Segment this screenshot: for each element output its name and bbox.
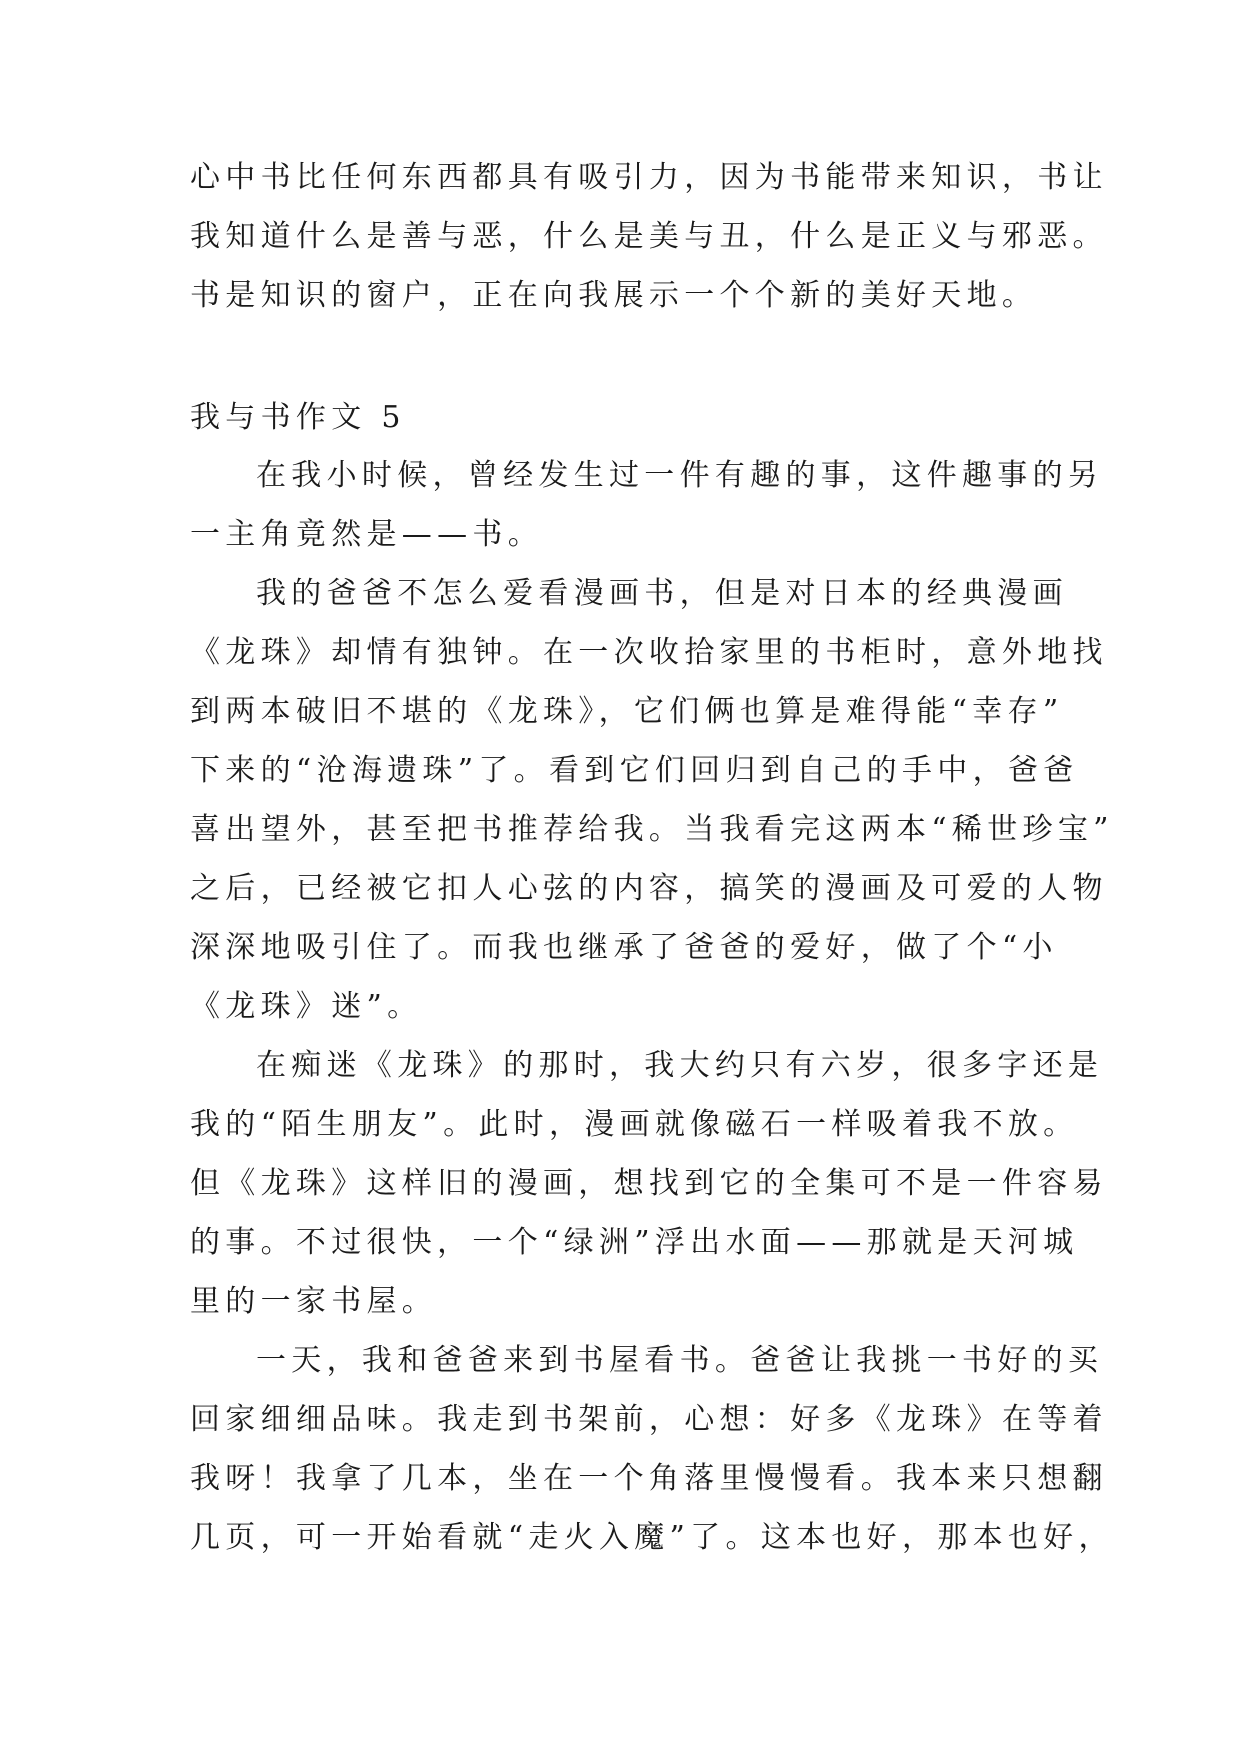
- paragraph-line: 在我小时候，曾经发生过一件有趣的事，这件趣事的另: [256, 458, 1104, 493]
- paragraph-line: 喜出望外，甚至把书推荐给我。当我看完这两本“稀世珍宝”: [190, 812, 1114, 847]
- paragraph-line: 但《龙珠》这样旧的漫画，想找到它的全集可不是一件容易: [190, 1166, 1108, 1201]
- paragraph-line: 到两本破旧不堪的《龙珠》，它们俩也算是难得能“幸存”: [190, 694, 1064, 729]
- essay-body: [190, 446, 1114, 1567]
- intro-paragraph: [190, 148, 1108, 325]
- paragraph-line: 里的一家书屋。: [190, 1284, 438, 1319]
- paragraph-line: 回家细细品味。我走到书架前，心想：好多《龙珠》在等着: [190, 1402, 1108, 1437]
- paragraph-line: 在痴迷《龙珠》的那时，我大约只有六岁，很多字还是: [256, 1048, 1104, 1083]
- paragraph-line: 深深地吸引住了。而我也继承了爸爸的爱好，做了个“小: [190, 930, 1058, 965]
- paragraph-line: 《龙珠》迷”。: [190, 989, 423, 1024]
- essay-title: 我与书作文 5: [190, 400, 406, 435]
- paragraph-line: 下来的“沧海遗珠”了。看到它们回归到自己的手中，爸爸: [190, 753, 1079, 788]
- paragraph-line: 我的“陌生朋友”。此时，漫画就像磁石一样吸着我不放。: [190, 1107, 1079, 1142]
- paragraph-line: 《龙珠》却情有独钟。在一次收拾家里的书柜时，意外地找: [190, 635, 1108, 670]
- paragraph-line: 一主角竟然是——书。: [190, 517, 543, 552]
- intro-line: 心中书比任何东西都具有吸引力，因为书能带来知识，书让: [190, 160, 1108, 195]
- paragraph-line: 之后，已经被它扣人心弦的内容，搞笑的漫画及可爱的人物: [190, 871, 1108, 906]
- paragraph-line: 几页，可一开始看就“走火入魔”了。这本也好，那本也好，: [190, 1520, 1114, 1555]
- intro-line: 我知道什么是善与恶，什么是美与丑，什么是正义与邪恶。: [190, 219, 1108, 254]
- intro-line: 书是知识的窗户，正在向我展示一个个新的美好天地。: [190, 278, 1038, 313]
- paragraph-line: 一天，我和爸爸来到书屋看书。爸爸让我挑一书好的买: [256, 1343, 1104, 1378]
- paragraph-line: 的事。不过很快，一个“绿洲”浮出水面——那就是天河城: [190, 1225, 1079, 1260]
- paragraph-line: 我呀！我拿了几本，坐在一个角落里慢慢看。我本来只想翻: [190, 1461, 1108, 1496]
- paragraph-line: 我的爸爸不怎么爱看漫画书，但是对日本的经典漫画: [256, 576, 1068, 611]
